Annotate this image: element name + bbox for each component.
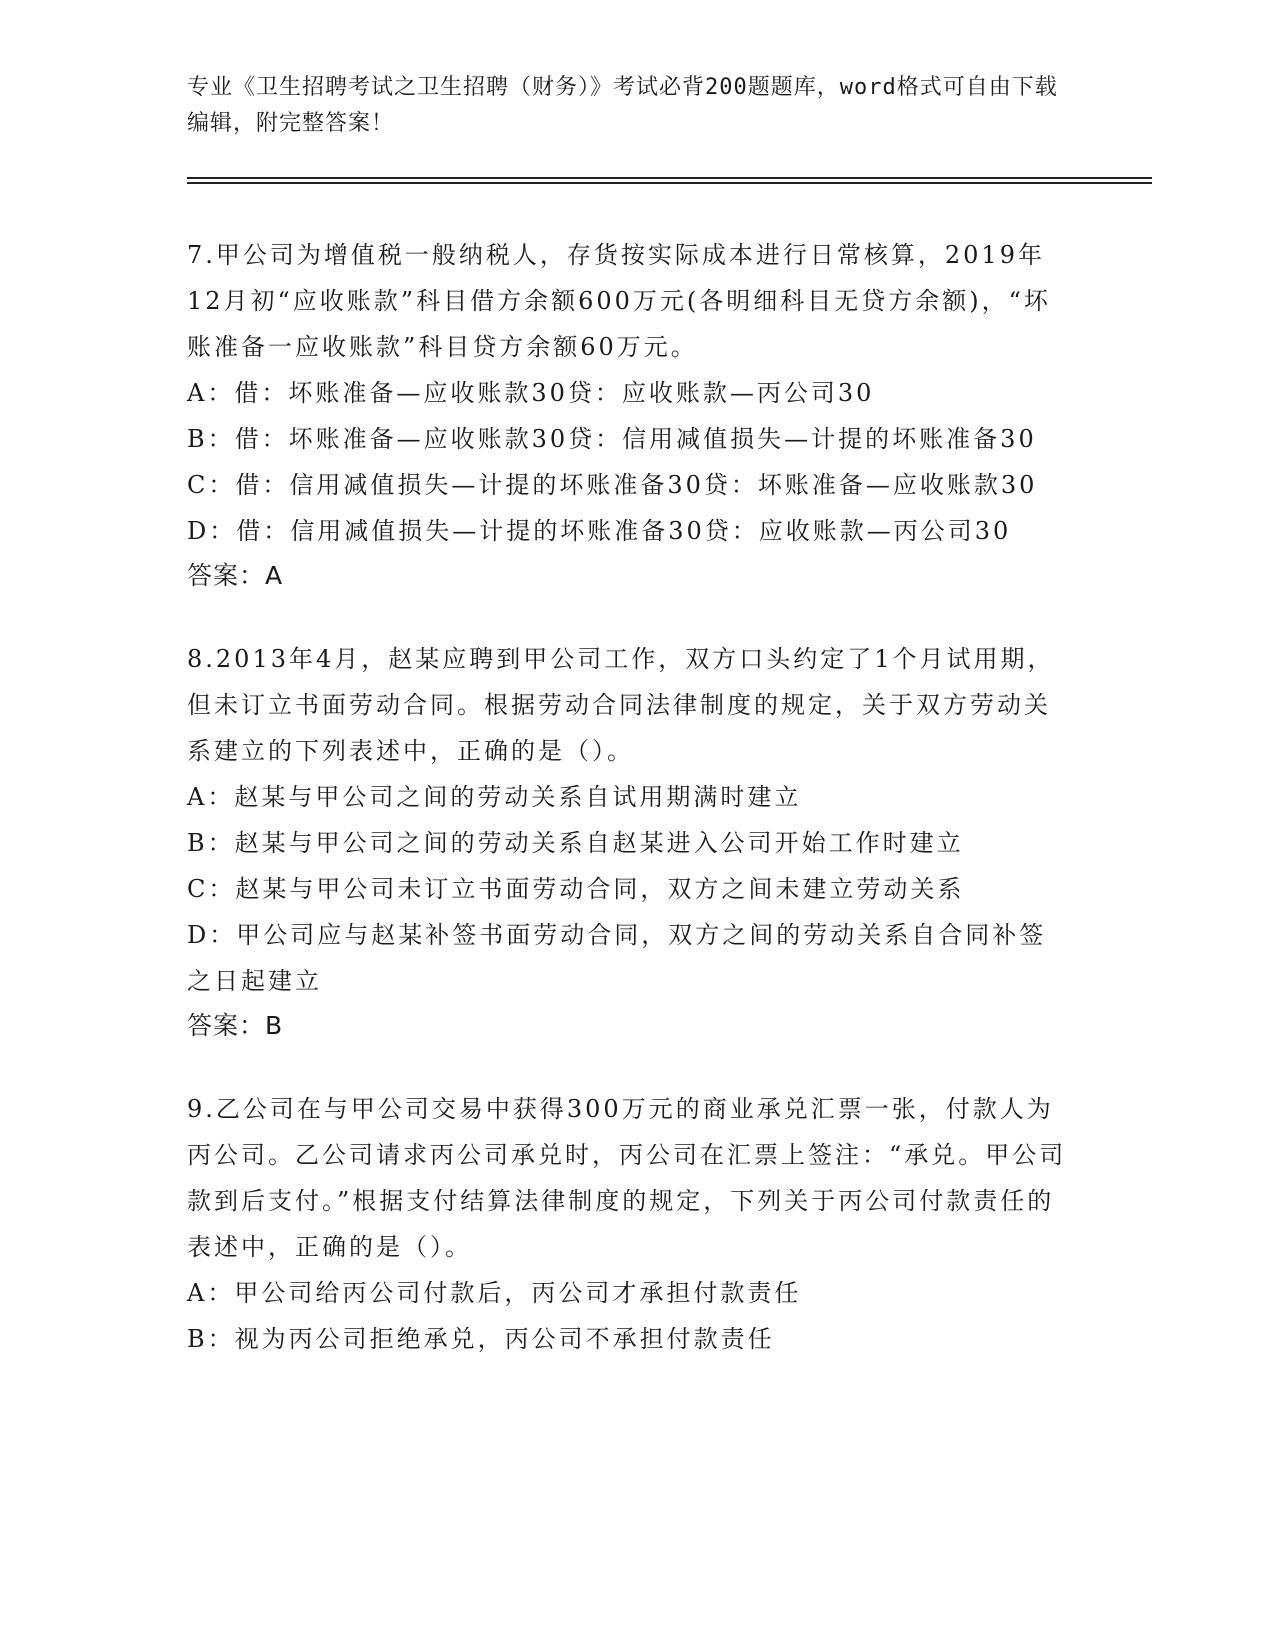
option-a: A：赵某与甲公司之间的劳动关系自试用期满时建立 [187, 783, 802, 811]
question-block [187, 636, 1067, 1048]
question-stem: 7.甲公司为增值税一般纳税人，存货按实际成本进行日常核算，2019年12月初“应收账款”科目借方余额600万元(各明细科目无贷方余额)，“坏账准备一应收账款”科目贷方余额60万元。 [187, 241, 1051, 361]
question-block [187, 1086, 1067, 1362]
option-b: B：视为丙公司拒绝承兑，丙公司不承担付款责任 [187, 1325, 775, 1353]
option-c: C：赵某与甲公司未订立书面劳动合同，双方之间未建立劳动关系 [187, 875, 965, 903]
question [187, 1086, 1067, 1362]
document-header: 专业《卫生招聘考试之卫生招聘（财务）》考试必背200题题库，word格式可自由下载编辑，附完整答案！ [187, 75, 1058, 136]
question-list [187, 232, 1067, 1400]
question-block [187, 232, 1067, 598]
answer: 答案：A [187, 561, 284, 590]
option-c: C：借：信用减值损失—计提的坏账准备30贷：坏账准备—应收账款30 [187, 471, 1038, 499]
question [187, 636, 1067, 1004]
question-stem: 8.2013年4月，赵某应聘到甲公司工作，双方口头约定了1个月试用期，但未订立书面劳动合同。根据劳动合同法律制度的规定，关于双方劳动关系建立的下列表述中，正确的是（）。 [187, 645, 1055, 765]
option-b: B：借：坏账准备—应收账款30贷：信用减值损失—计提的坏账准备30 [187, 425, 1037, 453]
option-d: D：甲公司应与赵某补签书面劳动合同，双方之间的劳动关系自合同补签之日起建立 [187, 921, 1047, 995]
header-divider-top [187, 177, 1152, 179]
question-stem: 9.乙公司在与甲公司交易中获得300万元的商业承兑汇票一张，付款人为丙公司。乙公司请求丙公司承兑时，丙公司在汇票上签注：“承兑。甲公司款到后支付。”根据支付结算法律制度的规定，下列关于丙公司付款责任的表述中，正确的是（）。 [187, 1095, 1067, 1261]
header-divider-bottom [187, 182, 1152, 184]
option-a: A：甲公司给丙公司付款后，丙公司才承担付款责任 [187, 1279, 802, 1307]
question [187, 232, 1067, 554]
option-a: A：借：坏账准备—应收账款30贷：应收账款—丙公司30 [187, 379, 875, 407]
answer: 答案：B [187, 1011, 284, 1040]
option-d: D：借：信用减值损失—计提的坏账准备30贷：应收账款—丙公司30 [187, 517, 1012, 545]
option-b: B：赵某与甲公司之间的劳动关系自赵某进入公司开始工作时建立 [187, 829, 964, 857]
